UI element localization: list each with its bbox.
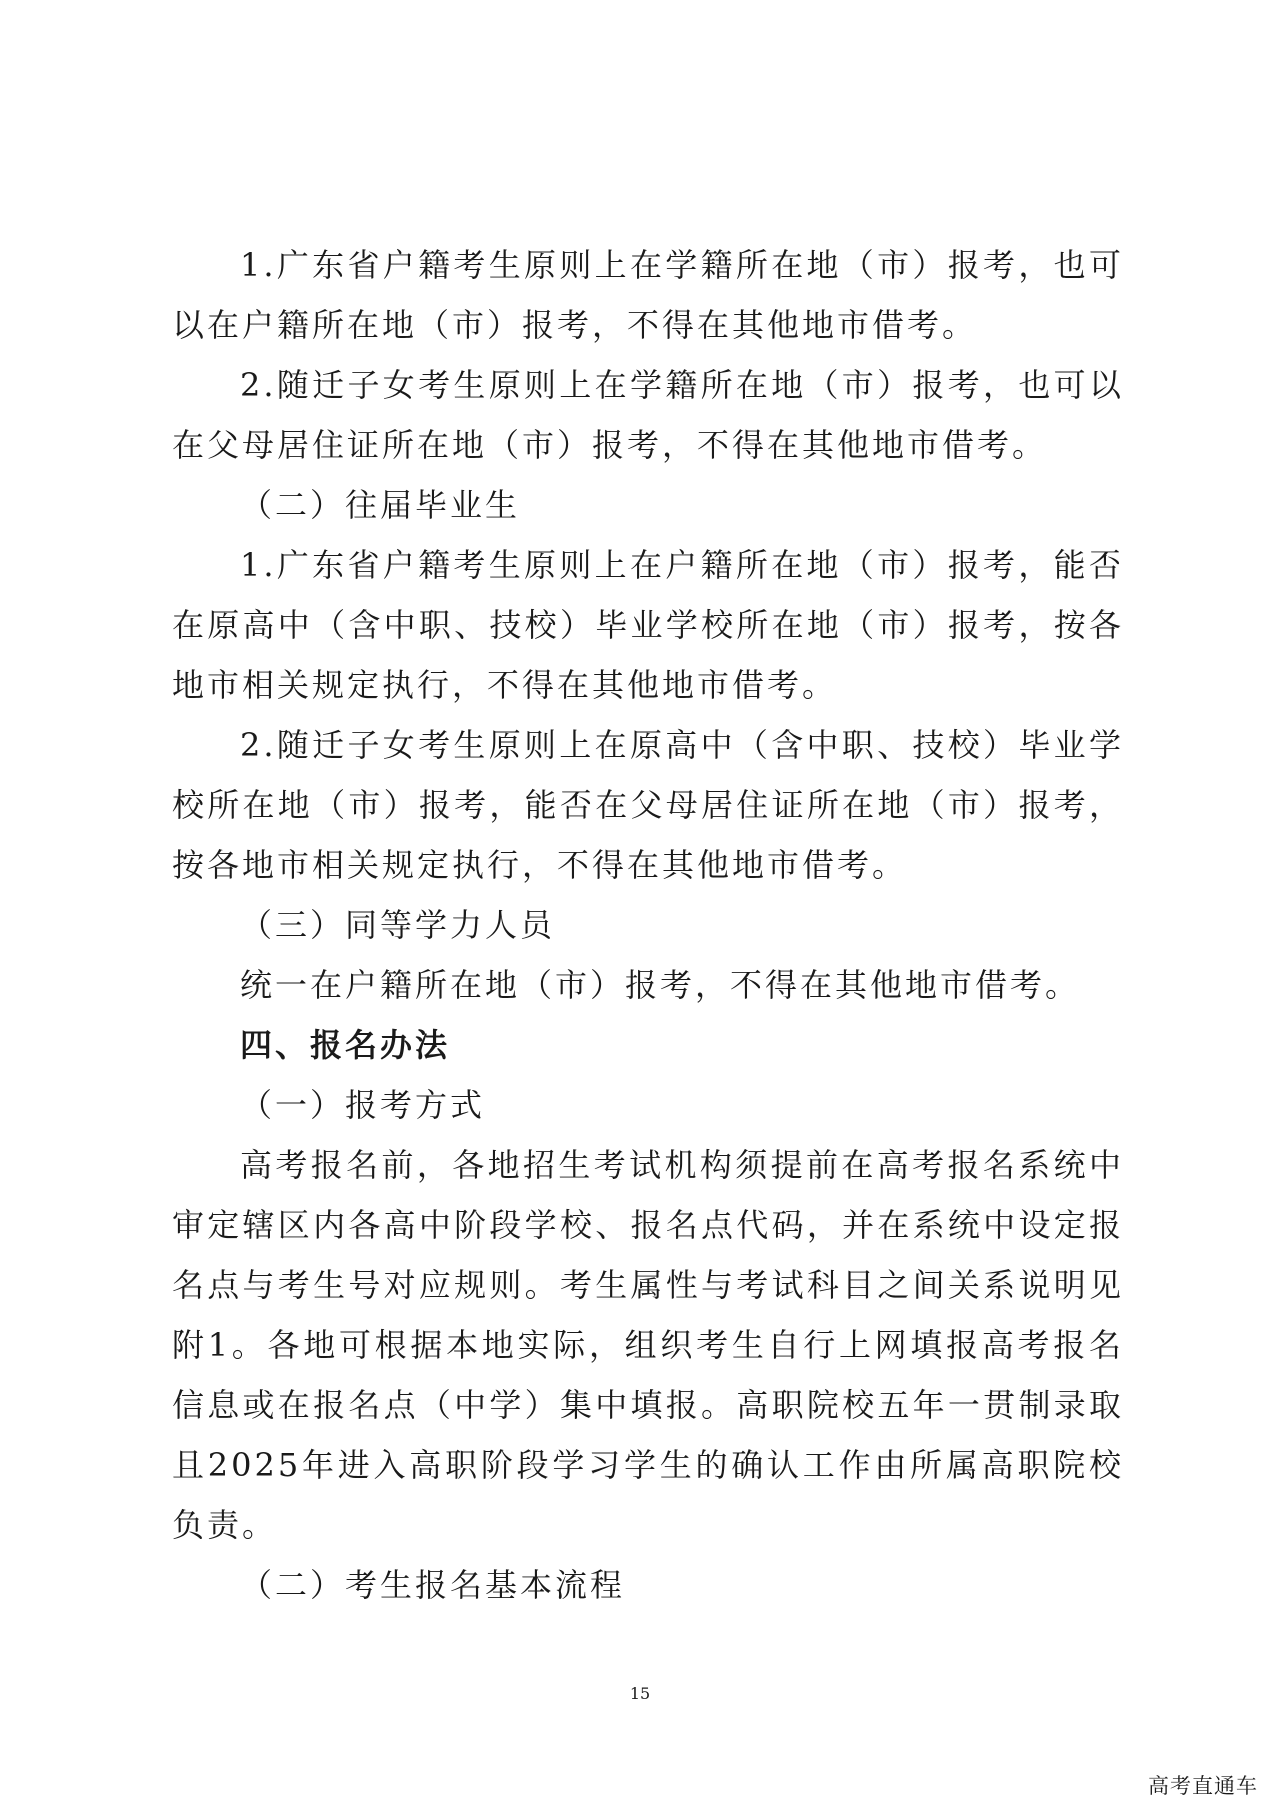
paragraph-local-hukou-current: 1.广东省户籍考生原则上在学籍所在地（市）报考，也可以在户籍所在地（市）报考，不得在其他地市借考。 bbox=[172, 246, 1124, 344]
page-number: 15 bbox=[629, 1684, 651, 1703]
section-heading-registration-method: 四、报名办法 bbox=[240, 1026, 451, 1064]
paragraph-registration-mode: 高考报名前，各地招生考试机构须提前在高考报名系统中审定辖区内各高中阶段学校、报名点代码，并在系统中设定报名点与考生号对应规则。考生属性与考试科目之间关系说明见附1。各地可根据本地实际，组织考生自行上网填报高考报名信息或在报名点（中学）集中填报。高职院校五年一贯制录取且2025年进入高职阶段学习学生的确认工作由所属高职院校负责。 bbox=[172, 1146, 1124, 1544]
subheading-registration-process: （二）考生报名基本流程 bbox=[240, 1566, 626, 1604]
paragraph-equivalent-education: 统一在户籍所在地（市）报考，不得在其他地市借考。 bbox=[240, 966, 1081, 1004]
paragraph-migrant-children-previous: 2.随迁子女考生原则上在原高中（含中职、技校）毕业学校所在地（市）报考，能否在父母居住证所在地（市）报考，按各地市相关规定执行，不得在其他地市借考。 bbox=[172, 726, 1124, 884]
watermark-text: 高考直通车 bbox=[1148, 1774, 1258, 1798]
paragraph-migrant-children-current: 2.随迁子女考生原则上在学籍所在地（市）报考，也可以在父母居住证所在地（市）报考，不得在其他地市借考。 bbox=[172, 366, 1124, 464]
paragraph-local-hukou-previous: 1.广东省户籍考生原则上在户籍所在地（市）报考，能否在原高中（含中职、技校）毕业学校所在地（市）报考，按各地市相关规定执行，不得在其他地市借考。 bbox=[172, 546, 1124, 704]
subheading-equivalent-education: （三）同等学力人员 bbox=[240, 906, 556, 944]
subheading-registration-mode: （一）报考方式 bbox=[240, 1086, 486, 1124]
document-body bbox=[172, 235, 1124, 1615]
subheading-previous-graduates: （二）往届毕业生 bbox=[240, 486, 521, 524]
